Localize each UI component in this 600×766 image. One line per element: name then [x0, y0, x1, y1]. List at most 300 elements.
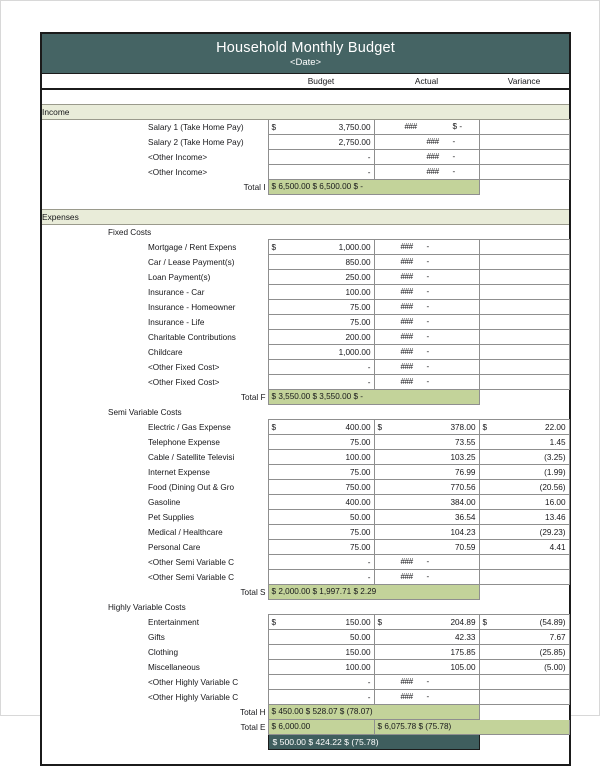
- section-band-income-label: Income: [42, 105, 569, 120]
- indent-cell: [104, 330, 146, 345]
- variance-cell[interactable]: [479, 690, 569, 705]
- subtotal-row: [42, 180, 569, 195]
- actual-cell[interactable]: [374, 465, 479, 480]
- budget-cell[interactable]: [268, 690, 374, 705]
- dash-value: -: [426, 362, 430, 371]
- variance-cell[interactable]: [479, 585, 569, 600]
- amount-value: -: [367, 362, 371, 372]
- row-label: Cable / Satellite Televisi: [148, 452, 235, 462]
- variance-value: -: [452, 137, 456, 146]
- overflow-marker: ###: [400, 317, 413, 326]
- table-row: [42, 645, 569, 660]
- currency-symbol: $: [271, 422, 277, 432]
- budget-cell[interactable]: [268, 675, 374, 690]
- indent-cell: [104, 180, 146, 195]
- actual-cell[interactable]: [374, 615, 479, 630]
- budget-cell[interactable]: [268, 555, 374, 570]
- header-blank-1: [42, 74, 104, 90]
- table-row: [42, 435, 569, 450]
- variance-cell[interactable]: [479, 495, 569, 510]
- budget-cell[interactable]: [268, 375, 374, 390]
- group-header-row: [42, 600, 569, 615]
- variance-cell[interactable]: [479, 135, 569, 150]
- variance-value: -: [452, 167, 456, 176]
- budget-cell[interactable]: [268, 630, 374, 645]
- amount-value: 75.00: [350, 437, 371, 447]
- indent-cell: [104, 510, 146, 525]
- indent-cell: [42, 705, 104, 720]
- variance-cell[interactable]: [479, 345, 569, 360]
- amount-value: 36.54: [455, 512, 476, 522]
- currency-symbol: $: [271, 617, 277, 627]
- actual-cell[interactable]: [374, 450, 479, 465]
- dash-value: -: [426, 257, 430, 266]
- indent-cell: [42, 450, 104, 465]
- indent-cell: [42, 465, 104, 480]
- budget-cell[interactable]: [268, 270, 374, 285]
- variance-cell[interactable]: [479, 630, 569, 645]
- variance-cell[interactable]: [479, 270, 569, 285]
- amount-value: 204.89: [450, 617, 476, 627]
- actual-cell[interactable]: [374, 315, 479, 330]
- variance-cell[interactable]: [479, 150, 569, 165]
- budget-cell[interactable]: [268, 420, 374, 435]
- amount-value: 75.00: [350, 302, 371, 312]
- table-row: [42, 420, 569, 435]
- variance-cell[interactable]: [479, 465, 569, 480]
- actual-cell[interactable]: [374, 510, 479, 525]
- budget-cell[interactable]: [268, 435, 374, 450]
- variance-cell[interactable]: [479, 240, 569, 255]
- amount-value: 104.23: [450, 527, 476, 537]
- actual-cell[interactable]: [374, 645, 479, 660]
- net-total-amounts[interactable]: [268, 735, 479, 750]
- budget-cell[interactable]: [268, 360, 374, 375]
- currency-symbol: $: [377, 422, 383, 432]
- amount-value: 400.00: [345, 422, 371, 432]
- actual-cell[interactable]: [374, 270, 479, 285]
- row-label: <Other Semi Variable C: [148, 572, 235, 582]
- variance-value: $ -: [452, 122, 463, 131]
- amount-value: 16.00: [545, 497, 566, 507]
- row-label: Insurance - Life: [148, 317, 205, 327]
- variance-cell[interactable]: [479, 525, 569, 540]
- variance-cell[interactable]: [479, 180, 569, 195]
- actual-cell[interactable]: [374, 675, 479, 690]
- actual-cell[interactable]: [374, 360, 479, 375]
- table-row: [42, 630, 569, 645]
- indent-cell: [42, 285, 104, 300]
- budget-cell[interactable]: [268, 285, 374, 300]
- overflow-marker: ###: [426, 167, 439, 176]
- subtotal-label: Total H: [240, 707, 266, 717]
- column-header-variance: Variance: [479, 74, 569, 90]
- amount-value: 70.59: [455, 542, 476, 552]
- amount-value: 384.00: [450, 497, 476, 507]
- budget-cell[interactable]: [268, 570, 374, 585]
- amount-value: 1.45: [549, 437, 566, 447]
- indent-cell: [42, 435, 104, 450]
- indent-cell: [42, 390, 104, 405]
- amount-value: 378.00: [450, 422, 476, 432]
- variance-cell[interactable]: [479, 420, 569, 435]
- budget-cell[interactable]: [268, 510, 374, 525]
- table-row: [42, 300, 569, 315]
- amount-value: -: [367, 677, 371, 687]
- indent-cell: [42, 330, 104, 345]
- indent-cell: [42, 675, 104, 690]
- overflow-marker: ###: [426, 137, 439, 146]
- indent-cell: [104, 645, 146, 660]
- variance-cell[interactable]: [479, 330, 569, 345]
- table-row: [42, 660, 569, 675]
- budget-cell[interactable]: [268, 465, 374, 480]
- amount-value: 22.00: [545, 422, 566, 432]
- indent-cell: [104, 540, 146, 555]
- amount-value: -: [367, 692, 371, 702]
- subtotal-amounts[interactable]: [268, 705, 479, 720]
- table-row: [42, 285, 569, 300]
- actual-cell[interactable]: [374, 420, 479, 435]
- amount-value: 75.00: [350, 542, 371, 552]
- amount-value: 1,000.00: [338, 242, 371, 252]
- row-label: <Other Highly Variable C: [148, 677, 239, 687]
- amount-value: -: [367, 377, 371, 387]
- header-blank-2: [104, 74, 146, 90]
- amount-value: (29.23): [539, 527, 566, 537]
- actual-cell[interactable]: [374, 570, 479, 585]
- indent-cell: [104, 150, 146, 165]
- variance-cell[interactable]: [479, 540, 569, 555]
- row-label: Insurance - Car: [148, 287, 205, 297]
- currency-symbol: $: [377, 617, 383, 627]
- row-label: <Other Fixed Cost>: [148, 362, 220, 372]
- group-header-row: [42, 225, 569, 240]
- section-band-expenses: [42, 210, 569, 225]
- currency-symbol: $: [271, 242, 277, 252]
- variance-cell[interactable]: [479, 675, 569, 690]
- actual-cell[interactable]: [374, 120, 479, 135]
- actual-cell[interactable]: [374, 150, 479, 165]
- income-rows: [42, 120, 569, 195]
- indent-cell: [42, 120, 104, 135]
- row-label: <Other Fixed Cost>: [148, 377, 220, 387]
- subtotal-text: $ 2,000.00 $ 1,997.71 $ 2.29: [271, 587, 377, 596]
- net-total-text: $ 500.00 $ 424.22 $ (75.78): [272, 737, 379, 747]
- variance-cell[interactable]: [479, 510, 569, 525]
- amount-value: 50.00: [350, 632, 371, 642]
- amount-value: (1.99): [544, 467, 566, 477]
- indent-cell: [104, 690, 146, 705]
- amount-value: 42.33: [455, 632, 476, 642]
- variance-cell[interactable]: [479, 120, 569, 135]
- row-label: Insurance - Homeowner: [148, 302, 236, 312]
- indent-cell: [104, 585, 146, 600]
- indent-cell: [104, 390, 146, 405]
- overflow-marker: ###: [400, 677, 413, 686]
- actual-cell[interactable]: [374, 300, 479, 315]
- column-header-row: [42, 74, 569, 90]
- column-header-budget: Budget: [268, 74, 374, 90]
- indent-cell: [104, 630, 146, 645]
- budget-cell[interactable]: [268, 645, 374, 660]
- indent-cell: [42, 360, 104, 375]
- indent-cell: [42, 150, 104, 165]
- dash-value: -: [426, 242, 430, 251]
- variance-cell[interactable]: [479, 555, 569, 570]
- indent-cell: [104, 495, 146, 510]
- indent-cell: [104, 135, 146, 150]
- row-label: Internet Expense: [148, 467, 210, 477]
- amount-value: 7.67: [549, 632, 566, 642]
- subtotal-label: Total F: [240, 392, 266, 402]
- total-expenses-row: [42, 720, 569, 735]
- variance-cell[interactable]: [479, 615, 569, 630]
- variance-cell[interactable]: [479, 435, 569, 450]
- subtotal-amounts[interactable]: [268, 390, 479, 405]
- indent-cell: [42, 585, 104, 600]
- variance-cell[interactable]: [479, 360, 569, 375]
- indent-cell: [104, 285, 146, 300]
- amount-value: 50.00: [350, 512, 371, 522]
- row-label: Gifts: [148, 632, 165, 642]
- variance-cell[interactable]: [479, 570, 569, 585]
- variance-cell[interactable]: [479, 375, 569, 390]
- actual-cell[interactable]: [374, 540, 479, 555]
- budget-cell[interactable]: [268, 315, 374, 330]
- budget-cell[interactable]: [268, 495, 374, 510]
- subtotal-row: [42, 390, 569, 405]
- actual-cell[interactable]: [374, 330, 479, 345]
- indent-cell: [42, 165, 104, 180]
- title-band: [42, 34, 569, 74]
- row-label: Electric / Gas Expense: [148, 422, 231, 432]
- indent-cell: [42, 270, 104, 285]
- indent-cell: [42, 240, 104, 255]
- variance-cell[interactable]: [479, 660, 569, 675]
- group-header-row: [42, 405, 569, 420]
- table-row: [42, 150, 569, 165]
- amount-value: -: [367, 167, 371, 177]
- actual-cell[interactable]: [374, 285, 479, 300]
- budget-cell[interactable]: [268, 660, 374, 675]
- currency-symbol: $: [271, 122, 277, 132]
- row-label: Salary 1 (Take Home Pay): [148, 122, 244, 132]
- row-label: Pet Supplies: [148, 512, 194, 522]
- budget-cell[interactable]: [268, 615, 374, 630]
- amount-value: 100.00: [345, 287, 371, 297]
- indent-cell: [42, 480, 104, 495]
- indent-cell: [104, 420, 146, 435]
- indent-cell: [104, 465, 146, 480]
- actual-cell[interactable]: [374, 435, 479, 450]
- budget-cell[interactable]: [268, 480, 374, 495]
- amount-value: (3.25): [544, 452, 566, 462]
- amount-value: 150.00: [345, 617, 371, 627]
- subtotal-amounts[interactable]: [268, 585, 479, 600]
- amount-value: 13.46: [545, 512, 566, 522]
- dash-value: -: [426, 347, 430, 356]
- actual-cell[interactable]: [374, 690, 479, 705]
- indent-cell: [104, 375, 146, 390]
- total-expenses-budget[interactable]: [268, 720, 374, 735]
- actual-cell[interactable]: [374, 495, 479, 510]
- net-total-row: [42, 735, 569, 750]
- table-row: [42, 540, 569, 555]
- indent-cell: [42, 525, 104, 540]
- amount-value: 75.00: [350, 317, 371, 327]
- dash-value: -: [426, 332, 430, 341]
- overflow-marker: ###: [400, 302, 413, 311]
- indent-cell: [42, 660, 104, 675]
- table-row: [42, 615, 569, 630]
- table-row: [42, 255, 569, 270]
- row-label: Miscellaneous: [148, 662, 200, 672]
- section-band-expenses-label: Expenses: [42, 210, 569, 225]
- table-row: [42, 675, 569, 690]
- budget-cell[interactable]: [268, 240, 374, 255]
- net-total-label-spacer: [146, 735, 268, 750]
- budget-cell[interactable]: [268, 255, 374, 270]
- indent-cell: [42, 645, 104, 660]
- amount-value: 850.00: [345, 257, 371, 267]
- spacer-row: [42, 89, 569, 105]
- indent-cell: [42, 555, 104, 570]
- indent-cell: [42, 600, 104, 615]
- group-label: Highly Variable Costs: [108, 602, 186, 612]
- overflow-marker: ###: [400, 257, 413, 266]
- actual-cell[interactable]: [374, 630, 479, 645]
- row-label: Medical / Healthcare: [148, 527, 223, 537]
- dash-value: -: [426, 302, 430, 311]
- row-label: Salary 2 (Take Home Pay): [148, 137, 244, 147]
- subtotal-text: $ 6,500.00 $ 6,500.00 $ -: [271, 182, 364, 191]
- table-row: [42, 360, 569, 375]
- variance-cell[interactable]: [479, 705, 569, 720]
- row-label: <Other Income>: [148, 167, 208, 177]
- budget-spreadsheet: [40, 32, 571, 766]
- row-label: Telephone Expense: [148, 437, 220, 447]
- variance-cell[interactable]: [479, 480, 569, 495]
- indent-cell: [104, 300, 146, 315]
- row-label: Clothing: [148, 647, 179, 657]
- row-label: <Other Income>: [148, 152, 208, 162]
- indent-cell: [42, 300, 104, 315]
- amount-value: 103.25: [450, 452, 476, 462]
- variance-cell[interactable]: [479, 315, 569, 330]
- amount-value: (25.85): [539, 647, 566, 657]
- indent-cell: [42, 720, 104, 735]
- subtotal-amounts[interactable]: [268, 180, 479, 195]
- budget-cell[interactable]: [268, 330, 374, 345]
- amount-value: 1,000.00: [338, 347, 371, 357]
- total-expenses-budget-text: $ 6,000.00: [271, 722, 311, 731]
- dash-value: -: [426, 692, 430, 701]
- total-expenses-actual-variance[interactable]: [374, 720, 569, 735]
- variance-cell[interactable]: [479, 450, 569, 465]
- indent-cell: [104, 615, 146, 630]
- indent-cell: [104, 360, 146, 375]
- amount-value: 750.00: [345, 482, 371, 492]
- total-expenses-actual-variance-text: $ 6,075.78 $ (75.78): [377, 722, 452, 731]
- row-label: Food (Dining Out & Gro: [148, 482, 235, 492]
- table-row: [42, 480, 569, 495]
- row-label: Charitable Contributions: [148, 332, 236, 342]
- amount-value: 105.00: [450, 662, 476, 672]
- actual-cell[interactable]: [374, 525, 479, 540]
- actual-cell[interactable]: [374, 165, 479, 180]
- subtotal-row: [42, 705, 569, 720]
- actual-cell[interactable]: [374, 240, 479, 255]
- amount-value: (20.56): [539, 482, 566, 492]
- overflow-marker: ###: [400, 557, 413, 566]
- actual-cell[interactable]: [374, 255, 479, 270]
- dash-value: -: [426, 287, 430, 296]
- indent-cell: [42, 540, 104, 555]
- table-row: [42, 495, 569, 510]
- amount-value: 4.41: [549, 542, 566, 552]
- overflow-marker: ###: [400, 347, 413, 356]
- indent-cell: [104, 660, 146, 675]
- actual-cell[interactable]: [374, 660, 479, 675]
- budget-cell[interactable]: [268, 150, 374, 165]
- actual-cell[interactable]: [374, 375, 479, 390]
- variance-cell[interactable]: [479, 285, 569, 300]
- budget-cell[interactable]: [268, 345, 374, 360]
- spacer-row-2: [42, 195, 569, 210]
- table-row: [42, 315, 569, 330]
- spacer-cell-2: [42, 195, 569, 210]
- amount-value: 73.55: [455, 437, 476, 447]
- budget-cell[interactable]: [268, 300, 374, 315]
- amount-value: 2,750.00: [338, 137, 371, 147]
- indent-cell: [104, 555, 146, 570]
- variance-cell[interactable]: [479, 300, 569, 315]
- amount-value: 175.85: [450, 647, 476, 657]
- variance-cell[interactable]: [479, 645, 569, 660]
- actual-cell[interactable]: [374, 555, 479, 570]
- subtotal-row: [42, 585, 569, 600]
- variance-cell[interactable]: [479, 390, 569, 405]
- actual-cell[interactable]: [374, 480, 479, 495]
- budget-cell[interactable]: [268, 165, 374, 180]
- date-placeholder[interactable]: <Date>: [289, 57, 322, 68]
- amount-value: -: [367, 557, 371, 567]
- budget-cell[interactable]: [268, 525, 374, 540]
- budget-cell[interactable]: [268, 450, 374, 465]
- indent-cell: [42, 690, 104, 705]
- budget-cell[interactable]: [268, 120, 374, 135]
- table-row: [42, 165, 569, 180]
- section-band-income: [42, 105, 569, 120]
- overflow-marker: ###: [400, 692, 413, 701]
- budget-cell[interactable]: [268, 540, 374, 555]
- budget-cell[interactable]: [268, 135, 374, 150]
- row-label: Mortgage / Rent Expens: [148, 242, 237, 252]
- table-row: [42, 510, 569, 525]
- table-row: [42, 240, 569, 255]
- actual-cell[interactable]: [374, 345, 479, 360]
- actual-cell[interactable]: [374, 135, 479, 150]
- indent-cell: [42, 510, 104, 525]
- page-title: Household Monthly Budget: [216, 40, 395, 56]
- variance-cell[interactable]: [479, 165, 569, 180]
- group-label: Fixed Costs: [108, 227, 152, 237]
- variance-cell[interactable]: [479, 255, 569, 270]
- amount-value: 200.00: [345, 332, 371, 342]
- dash-value: -: [426, 317, 430, 326]
- table-row: [42, 570, 569, 585]
